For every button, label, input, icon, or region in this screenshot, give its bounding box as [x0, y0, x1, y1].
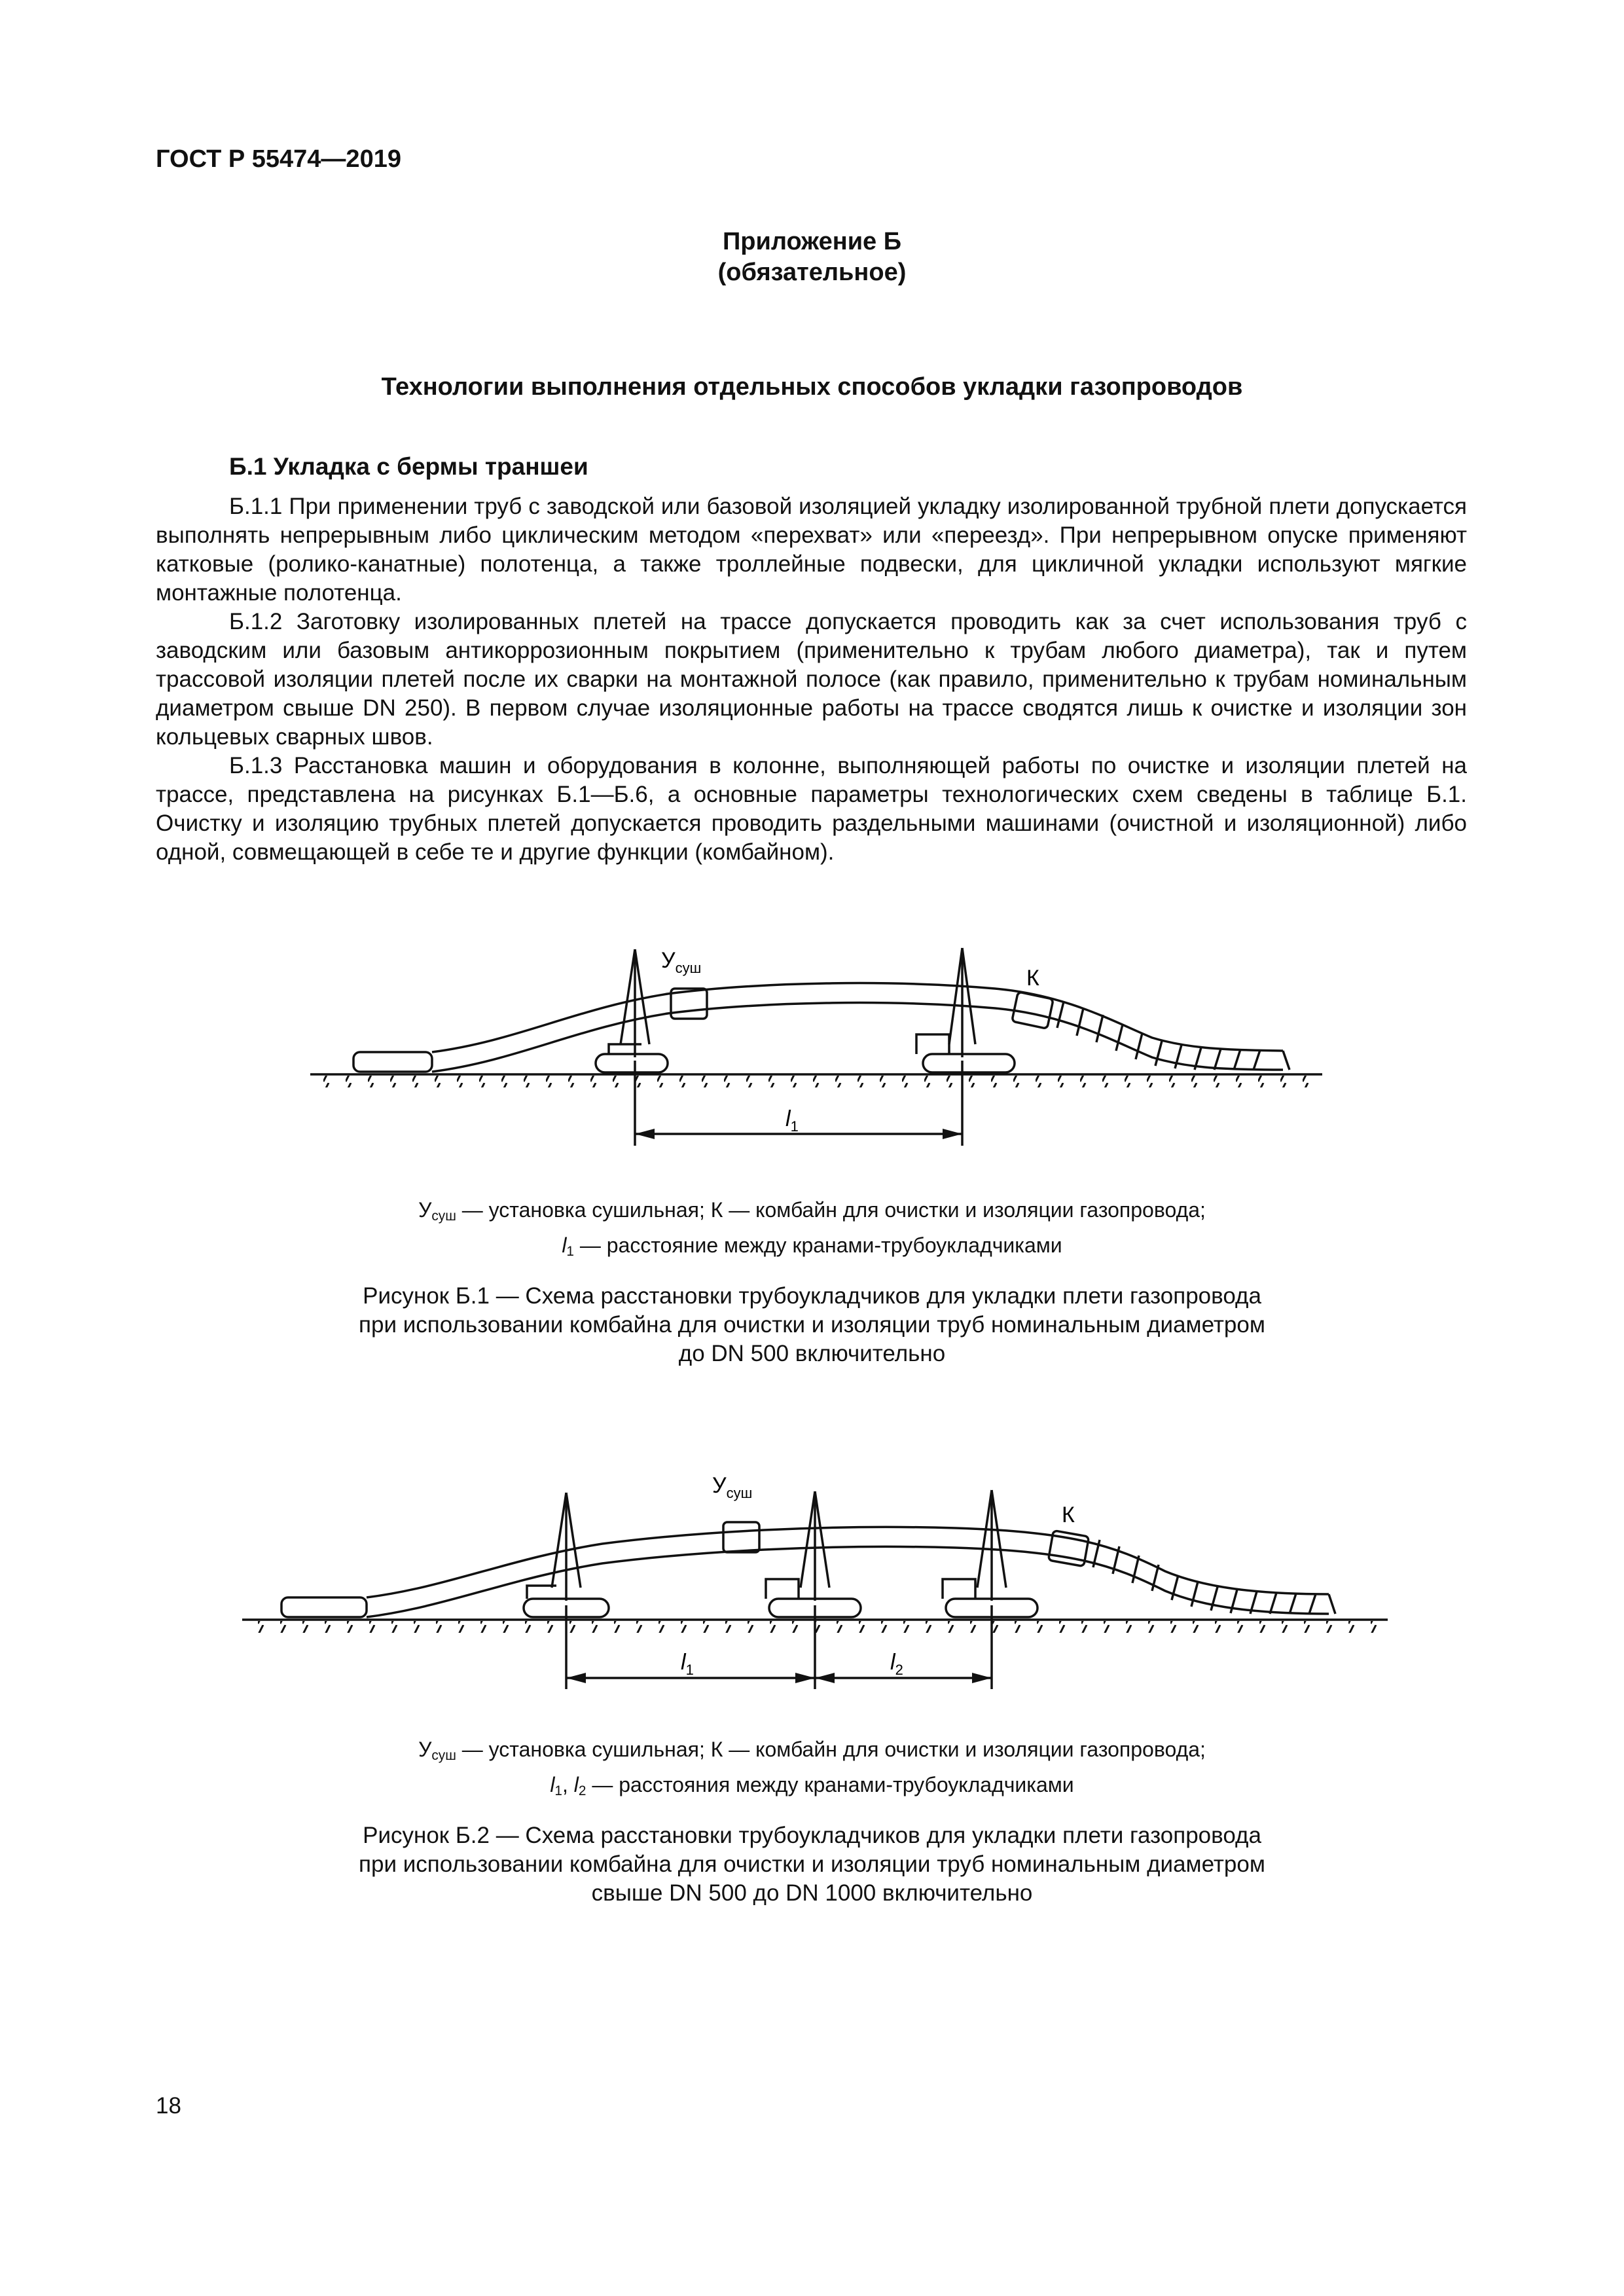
- figure-1-legend: [0, 1195, 1624, 1266]
- figure-2-caption: Рисунок Б.2 — Схема расстановки трубоукладчиков для укладки плети газопровода при использовании комбайна для очистки и изоляции труб номинальным диаметром свыше DN 500 до DN 1000 включительно: [359, 1823, 1265, 1906]
- dryer-label: $У_{суш}$: [712, 1473, 753, 1501]
- figure-1-legend-line-2: $l_1$ — расстояние между кранами-трубоукладчиками: [562, 1233, 1062, 1260]
- combine-label: К: [1026, 966, 1039, 991]
- appendix-status: (обязательное): [717, 259, 907, 286]
- figure-2-legend-line-2: $l_1$, $l_2$ — расстояния между кранами-трубоукладчиками: [550, 1773, 1074, 1799]
- pipe-top-edge: [367, 1527, 1329, 1597]
- figure-2-legend: [0, 1735, 1624, 1806]
- pipelayer-1: [524, 1493, 609, 1617]
- body-text: [156, 492, 1467, 867]
- pipe-flat-end: [353, 1052, 432, 1072]
- figure-1-legend-line-1: $У_{суш}$ — установка сушильная; К — комбайн для очистки и изоляции газопровода;: [418, 1198, 1206, 1224]
- pipe-top-edge: [432, 983, 1283, 1052]
- figure-2-legend-line-1: $У_{суш}$ — установка сушильная; К — комбайн для очистки и изоляции газопровода;: [418, 1738, 1206, 1764]
- dimension-l1-label: $l_1$: [785, 1106, 799, 1135]
- pipelayer-2: [766, 1491, 861, 1617]
- pipelayer-1: [596, 949, 668, 1072]
- appendix-title: Технологии выполнения отдельных способов укладки газопроводов: [381, 373, 1243, 401]
- dryer-label: $У_{суш}$: [661, 948, 702, 976]
- figure-1-diagram: [301, 930, 1335, 1152]
- figure-1-caption: Рисунок Б.1 — Схема расстановки трубоукладчиков для укладки плети газопровода при использовании комбайна для очистки и изоляции труб номинальным диаметром до DN 500 включительно: [359, 1283, 1265, 1366]
- dimension-l1-label: $l_1$: [681, 1650, 694, 1678]
- pipe-flat-end: [281, 1597, 367, 1617]
- pipe-bottom-edge: [367, 1546, 1329, 1617]
- paragraph-b-1-3: Б.1.3 Расстановка машин и оборудования в колонне, выполняющей работы по очистке и изоляции плетей на трассе, представлена на рисунках Б.1—Б.6, а основные параметры технологических схем сведены в таблице Б.1. Очистку и изоляцию трубных плетей допускается проводить раздельными машинами (очистной и изоляционной) либо одной, совмещающей в себе те и другие функции (комбайном).: [156, 753, 1467, 865]
- combine-label: К: [1062, 1503, 1075, 1527]
- appendix-label: Приложение Б: [722, 228, 902, 255]
- dryer-unit: [723, 1522, 759, 1552]
- dimension-l2-label: $l_2$: [890, 1650, 903, 1678]
- pipelayer-3: [943, 1490, 1038, 1617]
- paragraph-b-1-1: Б.1.1 При применении труб с заводской или базовой изоляцией укладку изолированной трубной плети допускается выполнять непрерывным либо циклическим методом «перехват» или «переезд». При непрерывном опуске применяют катковые (ролико-канатные) полотенца, а также троллейные подвески, для цикличной укладки используют мягкие монтажные полотенца.: [156, 494, 1467, 606]
- section-heading: Б.1 Укладка с бермы траншеи: [229, 453, 588, 480]
- paragraph-b-1-2: Б.1.2 Заготовку изолированных плетей на трассе допускается проводить как за счет использования труб с заводским или базовым антикоррозионным покрытием (применительно к трубам любого диаметра), так и путем трассовой изоляции плетей после их сварки на монтажной полосе (как правило, применительно к трубам номинальным диаметром свыше DN 250). В первом случае изоляционные работы на трассе сводятся лишь к очистке и изоляции зон кольцевых сварных швов.: [156, 609, 1467, 750]
- standard-code: ГОСТ Р 55474—2019: [156, 145, 401, 173]
- pipelayer-2: [916, 948, 1015, 1072]
- page-number: 18: [156, 2093, 181, 2119]
- figure-2-diagram: [236, 1460, 1401, 1696]
